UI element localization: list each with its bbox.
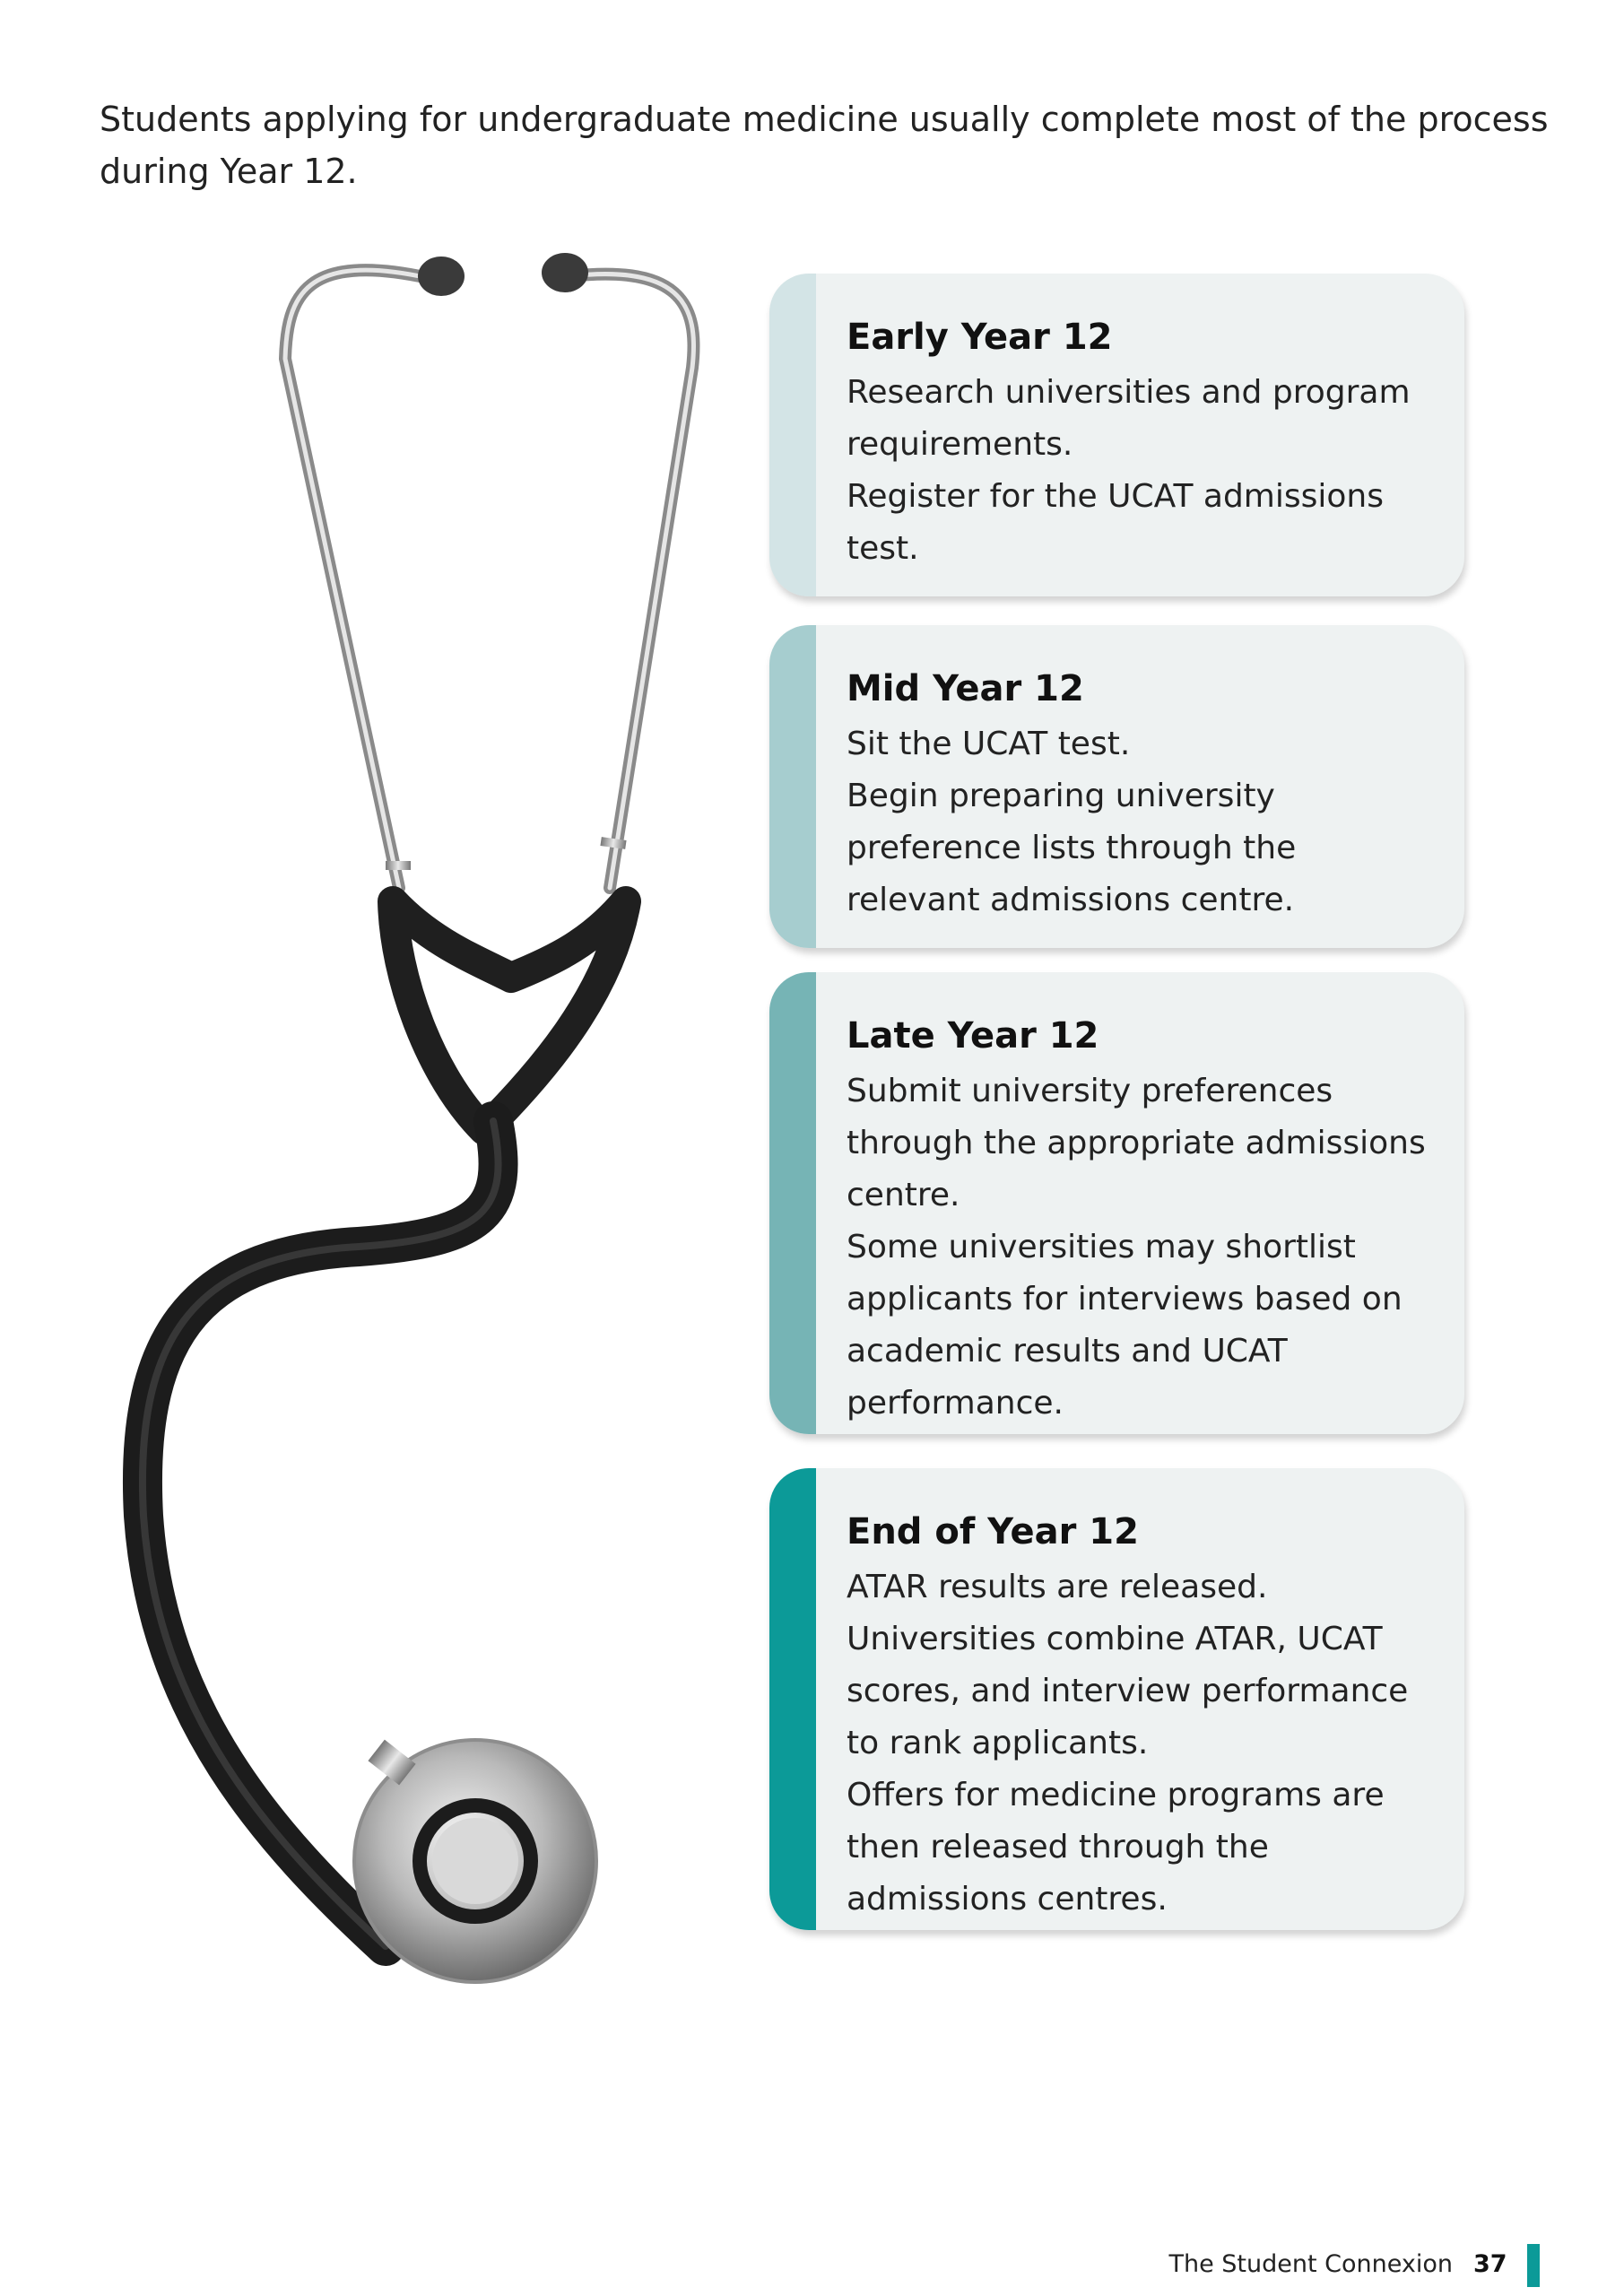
stage-accent-bar: [769, 274, 816, 596]
stage-title: Early Year 12: [847, 317, 1113, 358]
stage-accent-bar: [769, 972, 816, 1434]
stage-line: Offers for medicine programs are then released through the admissions centres.: [847, 1777, 1385, 1918]
stage-line: Begin preparing university preference lists through the relevant admissions centre.: [847, 778, 1297, 918]
page-number: 37: [1473, 2250, 1507, 2278]
stage-line: Some universities may shortlist applicants for interviews based on academic results and UCAT performance.: [847, 1229, 1403, 1422]
stage-title: Mid Year 12: [847, 668, 1084, 709]
footer-accent-bar: [1527, 2244, 1540, 2287]
stage-line: Sit the UCAT test.: [847, 726, 1131, 762]
stage-card-early: [769, 274, 1464, 596]
stage-line: Universities combine ATAR, UCAT scores, and interview performance to rank applicants.: [847, 1621, 1409, 1761]
stethoscope-icon: [90, 242, 771, 2018]
stage-accent-bar: [769, 1468, 816, 1930]
stage-title: End of Year 12: [847, 1511, 1139, 1552]
stage-line: Register for the UCAT admissions test.: [847, 478, 1384, 567]
stage-line: Research universities and program requirements.: [847, 374, 1411, 463]
footer-publication-name: The Student Connexion: [1168, 2250, 1453, 2278]
stage-accent-bar: [769, 625, 816, 948]
stage-card-late: [769, 972, 1464, 1434]
stage-card-mid: [769, 625, 1464, 948]
stage-card-end: [769, 1468, 1464, 1930]
intro-paragraph: Students applying for undergraduate medicine usually complete most of the process during Year 12.: [100, 100, 1549, 191]
stage-line: ATAR results are released.: [847, 1569, 1268, 1605]
stage-line: Submit university preferences through the appropriate admissions centre.: [847, 1073, 1426, 1213]
stage-title: Late Year 12: [847, 1015, 1099, 1057]
